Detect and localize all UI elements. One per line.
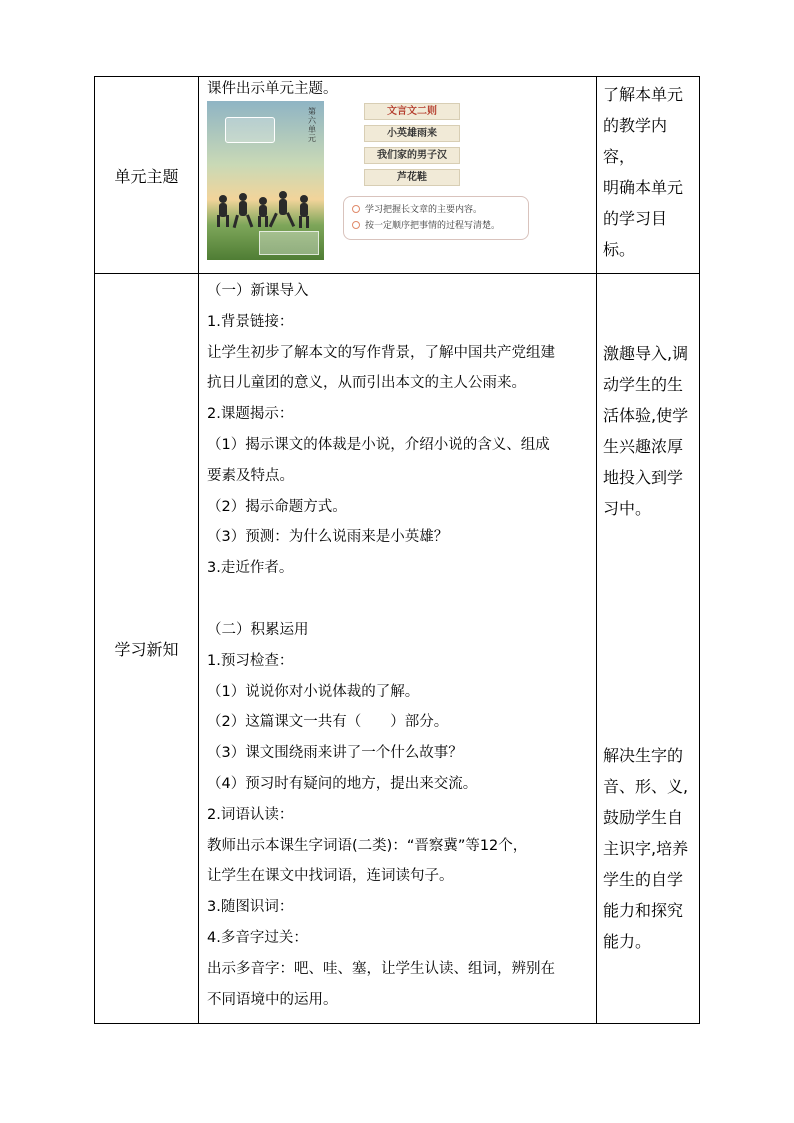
learn-new-content (199, 274, 597, 1024)
unit-theme-content (199, 77, 597, 274)
unit-theme-notes: 了解本单元 的教学内容， 明确本单元 的学习目标。 (597, 77, 700, 274)
cover-note-box (259, 231, 319, 255)
cover-speech-bubble (225, 117, 275, 143)
content-line: 1.背景链接： (207, 313, 294, 330)
content-line: 4.多音字过关： (207, 929, 308, 946)
content-line: （3）课文围绕雨来讲了一个什么故事？ (207, 745, 463, 762)
content-line: 教师出示本课生字词语(二类)：“晋察冀”等12个， (207, 837, 528, 854)
content-line: （1）揭示课文的体裁是小说，介绍小说的含义、组成 (207, 436, 550, 453)
content-line: （3）预测：为什么说雨来是小英雄？ (207, 529, 449, 546)
row-learn-new (95, 274, 700, 1024)
content-line: 要素及特点。 (207, 467, 294, 484)
cover-image (207, 101, 324, 260)
content-line: 1.预习检查： (207, 652, 294, 669)
row-unit-theme (95, 77, 700, 274)
content-line: 抗日儿童团的意义，从而引出本文的主人公雨来。 (207, 375, 526, 392)
content-line: 2.词语认读： (207, 806, 294, 823)
lesson-plan-table (94, 76, 700, 1024)
content-line: 3.走近作者。 (207, 560, 294, 577)
lesson-title-1: 文言文二则 (364, 103, 460, 120)
content-line: （2）这篇课文一共有（ ）部分。 (207, 714, 449, 731)
learn-new-notes: 激趣导入,调 动学生的生 活体验,使学 生兴趣浓厚 地投入到学 习中。 解决生字的 音、形、义, 鼓励学生自 主识字,培养 学生的自学 能力和探究 能力。 (597, 274, 700, 1024)
content-line: （2）揭示命题方式。 (207, 498, 347, 515)
content-line: 2.课题揭示： (207, 406, 294, 423)
content-line: 出示多音字：吧、哇、塞，让学生认读、组词，辨别在 (207, 960, 555, 977)
unit-goal-1: 学习把握长文章的主要内容。 (352, 202, 522, 218)
notes-top-gap (603, 276, 695, 338)
notes-spacer (603, 524, 695, 740)
unit-lesson-titles (364, 103, 460, 191)
section-heading: （一）新课导入 (207, 283, 309, 299)
row-label-unit-theme: 单元主题 (95, 77, 199, 274)
content-line: （1）说说你对小说体裁的了解。 (207, 683, 420, 700)
unit-goals-box (343, 196, 529, 240)
lesson-title-3: 我们家的男子汉 (364, 147, 460, 164)
children-silhouette-icon (211, 189, 321, 233)
row-label-learn-new: 学习新知 (95, 274, 199, 1024)
lesson-title-2: 小英雄雨来 (364, 125, 460, 142)
content-line: 不同语境中的运用。 (207, 991, 338, 1008)
content-line: （4）预习时有疑问的地方，提出来交流。 (207, 775, 478, 792)
section-gap (207, 584, 590, 615)
content-line: 3.随图识词： (207, 899, 294, 916)
cover-vertical-label: 第六单元 (308, 107, 316, 143)
section-heading: （二）积累运用 (207, 621, 309, 638)
lesson-title-4: 芦花鞋 (364, 169, 460, 186)
content-line: 让学生在课文中找词语，连词读句子。 (207, 868, 454, 885)
unit-cover-illustration (207, 101, 532, 260)
content-line: 让学生初步了解本文的写作背景，了解中国共产党组建 (207, 344, 555, 361)
goal-bullet-icon (352, 205, 360, 213)
goal-bullet-icon (352, 221, 360, 229)
unit-intro-text: 课件出示单元主题。 (207, 81, 338, 97)
unit-goal-2: 按一定顺序把事情的过程写清楚。 (352, 218, 522, 234)
